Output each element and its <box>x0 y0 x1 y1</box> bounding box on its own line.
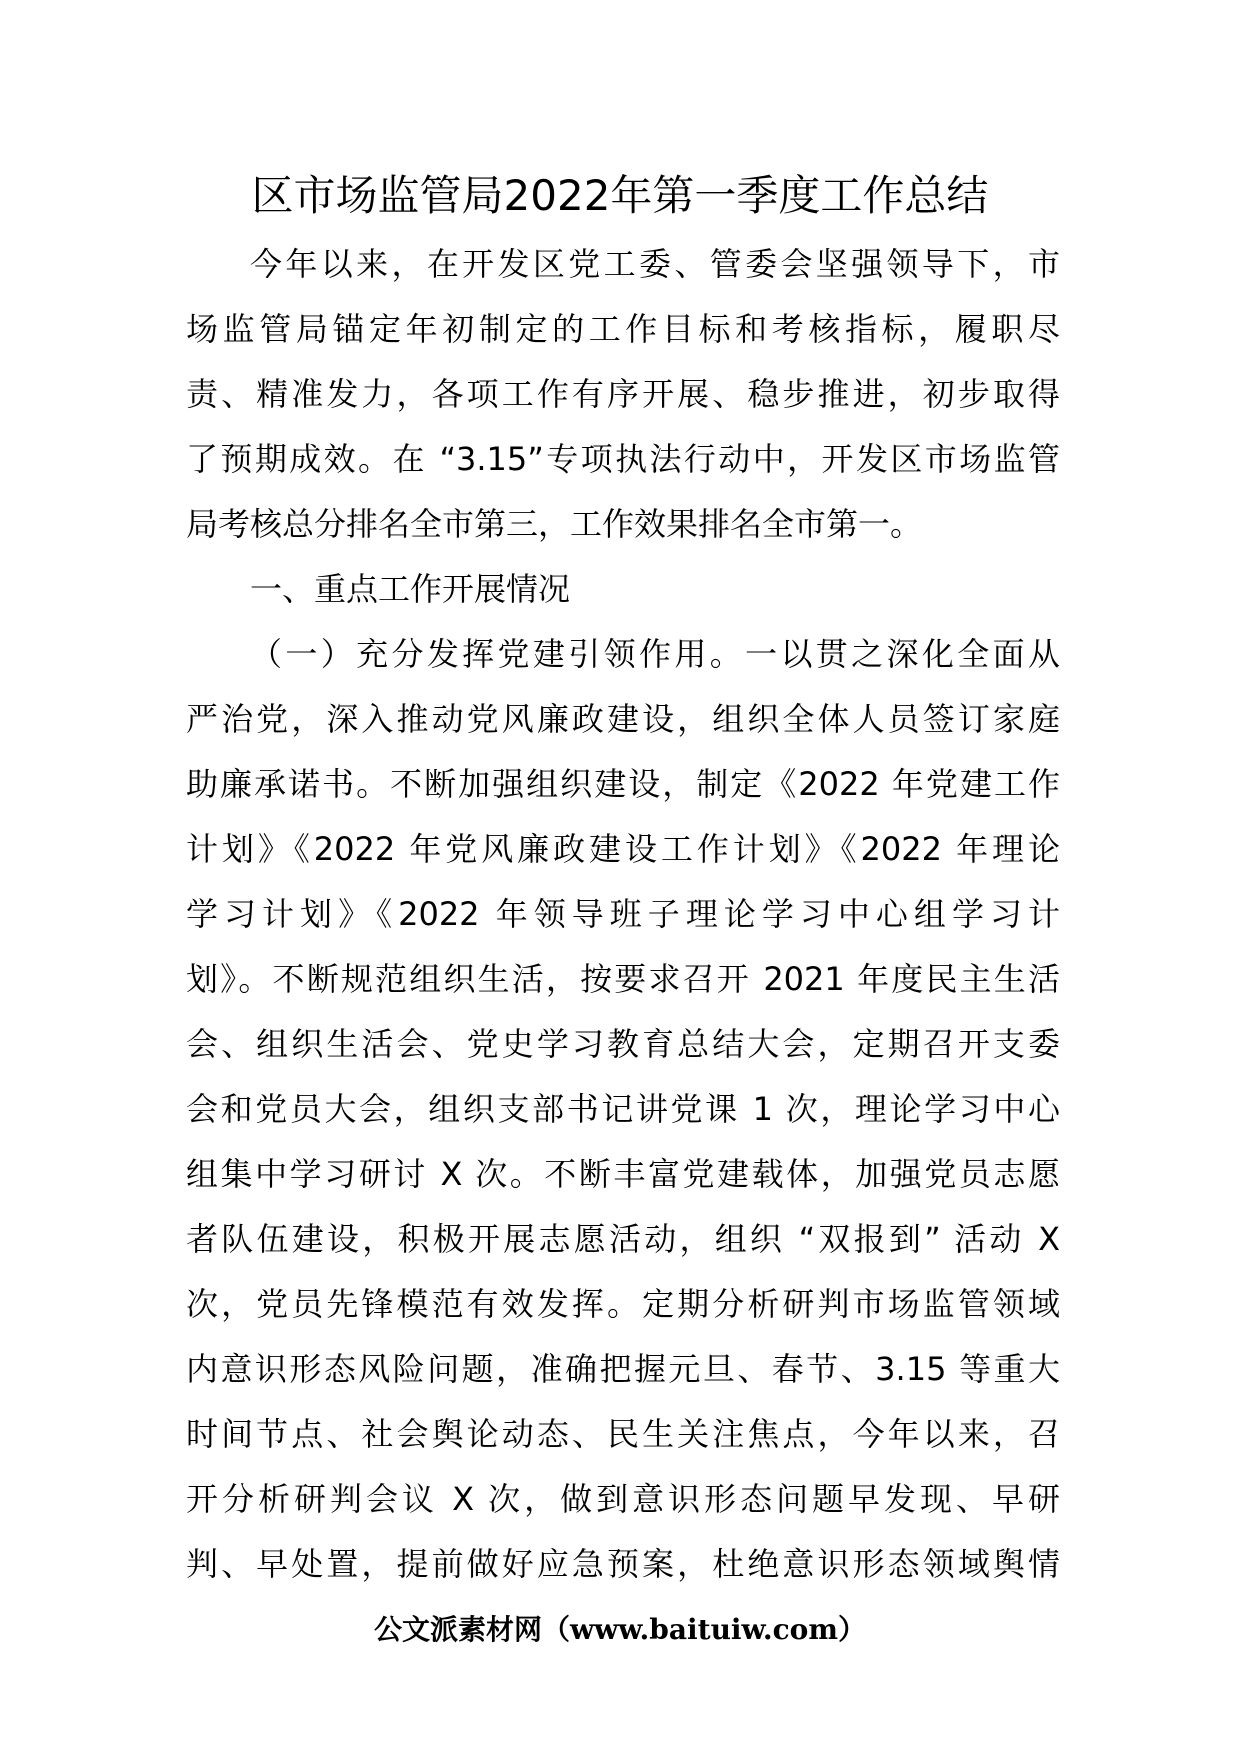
section-heading: 一、重点工作开展情况 <box>250 570 571 608</box>
body-line: 组集中学习研讨 X 次。不断丰富党建载体，加强党员志愿 <box>186 1155 1060 1193</box>
body-line: 会和党员大会，组织支部书记讲党课 1 次，理论学习中心 <box>186 1090 1060 1128</box>
body-line: 了预期成效。在 “3.15”专项执法行动中，开发区市场监管 <box>186 440 1060 478</box>
body-line: 内意识形态风险问题，准确把握元旦、春节、3.15 等重大 <box>186 1350 1060 1388</box>
body-line: 场监管局锚定年初制定的工作目标和考核指标，履职尽 <box>186 310 1060 348</box>
watermark-footer: 公文派素材网（www.baituiw.com） <box>374 1613 866 1646</box>
body-line: 计划》《2022 年党风廉政建设工作计划》《2022 年理论 <box>186 830 1060 868</box>
body-line: 责、精准发力，各项工作有序开展、稳步推进，初步取得 <box>186 375 1060 413</box>
document-body <box>186 232 1060 1597</box>
document-title: 区市场监管局2022年第一季度工作总结 <box>251 171 989 220</box>
body-line: 严治党，深入推动党风廉政建设，组织全体人员签订家庭 <box>186 700 1060 738</box>
body-line: 时间节点、社会舆论动态、民生关注焦点，今年以来，召 <box>186 1415 1060 1453</box>
body-line: （一）充分发挥党建引领作用。一以贯之深化全面从 <box>250 635 1060 673</box>
body-line: 开分析研判会议 X 次，做到意识形态问题早发现、早研 <box>186 1480 1060 1518</box>
body-line: 助廉承诺书。不断加强组织建设，制定《2022 年党建工作 <box>186 765 1060 803</box>
body-line: 今年以来，在开发区党工委、管委会坚强领导下，市 <box>250 245 1060 283</box>
body-line: 会、组织生活会、党史学习教育总结大会，定期召开支委 <box>186 1025 1060 1063</box>
body-line: 次，党员先锋模范有效发挥。定期分析研判市场监管领域 <box>186 1285 1060 1323</box>
body-line: 者队伍建设，积极开展志愿活动，组织 “双报到” 活动 X <box>186 1220 1060 1258</box>
body-line: 划》。不断规范组织生活，按要求召开 2021 年度民主生活 <box>186 960 1060 998</box>
body-line: 局考核总分排名全市第三，工作效果排名全市第一。 <box>186 505 923 543</box>
body-line: 学习计划》《2022 年领导班子理论学习中心组学习计 <box>186 895 1060 933</box>
body-line: 判、早处置，提前做好应急预案，杜绝意识形态领域舆情 <box>186 1545 1060 1583</box>
